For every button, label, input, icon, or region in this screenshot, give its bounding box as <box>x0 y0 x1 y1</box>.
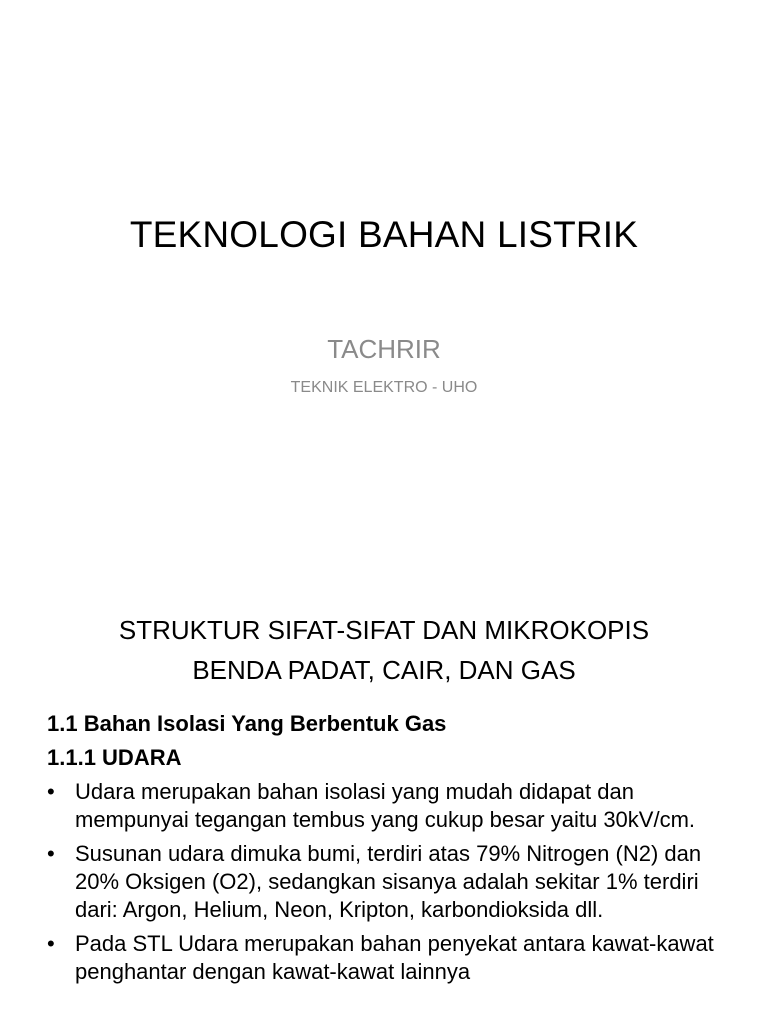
list-item <box>47 930 738 986</box>
slide-body <box>47 710 738 992</box>
list-item <box>47 778 738 834</box>
slide-heading-line-2: BENDA PADAT, CAIR, DAN GAS <box>192 655 576 685</box>
section-heading: 1.1 Bahan Isolasi Yang Berbentuk Gas <box>47 711 447 736</box>
presentation-title: TEKNOLOGI BAHAN LISTRIK <box>129 214 639 255</box>
bullet-list <box>47 778 738 986</box>
content-slide <box>0 576 768 1024</box>
affiliation: TEKNIK ELEKTRO - UHO <box>290 379 478 396</box>
subsection-heading: 1.1.1 UDARA <box>47 745 182 770</box>
slide-heading <box>0 610 768 690</box>
bullet-icon: • <box>47 841 55 866</box>
bullet-icon: • <box>47 779 55 804</box>
slide-heading-line-1: STRUKTUR SIFAT-SIFAT DAN MIKROKOPIS <box>118 615 650 645</box>
bullet-icon: • <box>47 931 55 956</box>
bullet-text: Susunan udara dimuka bumi, terdiri atas 79% Nitrogen (N2) dan 20% Oksigen (O2), sedangkan sisanya adalah sekitar 1% terdiri dari: Argon, Helium, Neon, Kripton, karbondioksida dll. <box>75 841 702 922</box>
author-name: TACHRIR <box>327 334 441 364</box>
bullet-text: Pada STL Udara merupakan bahan penyekat antara kawat-kawat penghantar dengan kawat-kawat lainnya <box>75 931 714 984</box>
list-item <box>47 840 738 924</box>
bullet-text: Udara merupakan bahan isolasi yang mudah didapat dan mempunyai tegangan tembus yang cukup besar yaitu 30kV/cm. <box>75 779 696 832</box>
